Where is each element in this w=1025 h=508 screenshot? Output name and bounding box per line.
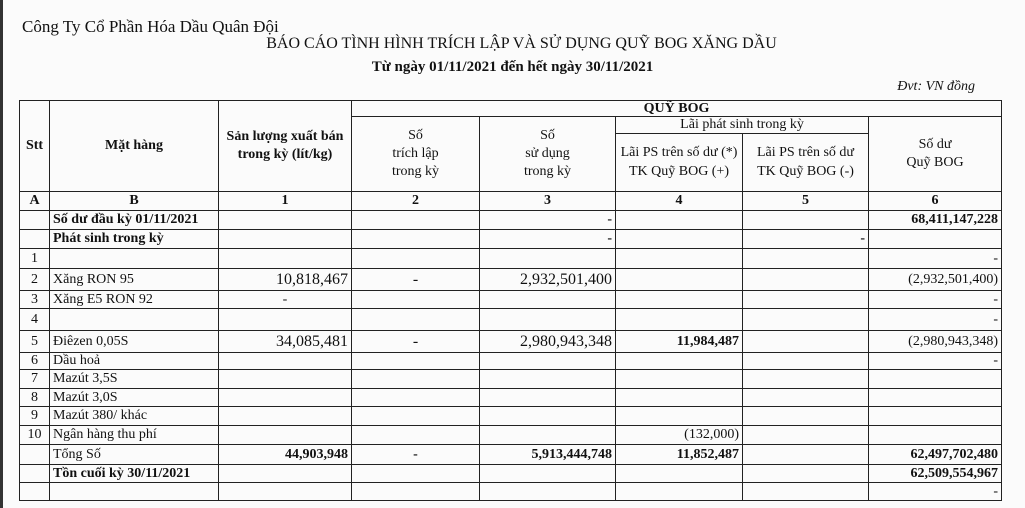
- column-code: A: [20, 192, 50, 211]
- cell-interest-minus: [743, 269, 869, 291]
- cell-item: Dầu hoả: [50, 353, 219, 370]
- cell-interest-plus: [616, 291, 743, 309]
- cell-interest-plus: [616, 353, 743, 370]
- cell-balance: -: [869, 291, 1002, 309]
- cell-interest-plus: (132,000): [616, 426, 743, 445]
- cell-stt: 10: [20, 426, 50, 445]
- cell-interest-minus: [743, 445, 869, 465]
- cell-balance: (2,932,501,400): [869, 269, 1002, 291]
- cell-item: Mazút 3,5S: [50, 370, 219, 389]
- cell-item: Xăng RON 95: [50, 269, 219, 291]
- column-codes-row: [20, 192, 1002, 211]
- table-row: [20, 445, 1002, 465]
- cell-used: 2,932,501,400: [480, 269, 616, 291]
- column-code: 3: [480, 192, 616, 211]
- cell-balance: (2,980,943,348): [869, 331, 1002, 353]
- header-item: Mặt hàng: [50, 101, 219, 192]
- cell-stt: 6: [20, 353, 50, 370]
- cell-stt: [20, 483, 50, 501]
- header-used: Số sử dụng trong kỳ: [480, 117, 616, 192]
- cell-interest-minus: [743, 483, 869, 501]
- cell-interest-plus: [616, 309, 743, 331]
- cell-volume: 44,903,948: [219, 445, 352, 465]
- report-period: Từ ngày 01/11/2021 đến hết ngày 30/11/2021: [371, 59, 654, 75]
- cell-volume: [219, 389, 352, 407]
- column-code: B: [50, 192, 219, 211]
- cell-interest-minus: [743, 426, 869, 445]
- cell-stt: 2: [20, 269, 50, 291]
- table-row: [20, 230, 1002, 249]
- cell-stt: 5: [20, 331, 50, 353]
- cell-used: [480, 370, 616, 389]
- cell-volume: 34,085,481: [219, 331, 352, 353]
- cell-used: -: [480, 211, 616, 230]
- column-code: 6: [869, 192, 1002, 211]
- cell-item: [50, 309, 219, 331]
- cell-item: Ngân hàng thu phí: [50, 426, 219, 445]
- cell-interest-minus: [743, 389, 869, 407]
- cell-appropriated: [352, 353, 480, 370]
- cell-balance: [869, 370, 1002, 389]
- table-row: [20, 309, 1002, 331]
- cell-volume: [219, 370, 352, 389]
- cell-interest-minus: [743, 291, 869, 309]
- cell-appropriated: [352, 465, 480, 483]
- table-row: [20, 353, 1002, 370]
- cell-used: [480, 389, 616, 407]
- cell-appropriated: -: [352, 269, 480, 291]
- bog-fund-table: [19, 100, 1002, 501]
- cell-used: [480, 407, 616, 426]
- header-fund: QUỸ BOG: [352, 101, 1002, 117]
- cell-appropriated: [352, 211, 480, 230]
- cell-volume: [219, 211, 352, 230]
- column-code: 2: [352, 192, 480, 211]
- header-interest-plus: Lãi PS trên số dư (*) TK Quỹ BOG (+): [616, 134, 743, 192]
- cell-volume: [219, 483, 352, 501]
- cell-interest-minus: [743, 331, 869, 353]
- cell-interest-plus: 11,852,487: [616, 445, 743, 465]
- cell-interest-plus: 11,984,487: [616, 331, 743, 353]
- cell-appropriated: -: [352, 445, 480, 465]
- cell-appropriated: [352, 407, 480, 426]
- cell-interest-minus: [743, 370, 869, 389]
- cell-volume: [219, 353, 352, 370]
- cell-used: [480, 291, 616, 309]
- cell-item: Xăng E5 RON 92: [50, 291, 219, 309]
- cell-appropriated: [352, 426, 480, 445]
- cell-appropriated: [352, 291, 480, 309]
- header-appropriated: Số trích lập trong kỳ: [352, 117, 480, 192]
- cell-used: 2,980,943,348: [480, 331, 616, 353]
- cell-interest-plus: [616, 389, 743, 407]
- cell-volume: -: [219, 291, 352, 309]
- table-row: [20, 465, 1002, 483]
- cell-balance: [869, 230, 1002, 249]
- cell-item: Số dư đầu kỳ 01/11/2021: [50, 211, 219, 230]
- table-row: [20, 389, 1002, 407]
- cell-used: -: [480, 230, 616, 249]
- cell-used: [480, 426, 616, 445]
- table-row: [20, 331, 1002, 353]
- table-row: [20, 211, 1002, 230]
- cell-interest-minus: [743, 353, 869, 370]
- cell-interest-minus: [743, 407, 869, 426]
- table-row: [20, 426, 1002, 445]
- cell-interest-minus: [743, 211, 869, 230]
- cell-interest-minus: [743, 309, 869, 331]
- table-row: [20, 249, 1002, 269]
- cell-used: 5,913,444,748: [480, 445, 616, 465]
- cell-stt: 1: [20, 249, 50, 269]
- cell-volume: [219, 309, 352, 331]
- cell-interest-plus: [616, 249, 743, 269]
- cell-stt: 7: [20, 370, 50, 389]
- cell-interest-plus: [616, 370, 743, 389]
- cell-appropriated: [352, 389, 480, 407]
- cell-appropriated: [352, 230, 480, 249]
- table-row: [20, 269, 1002, 291]
- cell-volume: [219, 426, 352, 445]
- header-interest-group: Lãi phát sinh trong kỳ: [616, 117, 869, 134]
- cell-used: [480, 249, 616, 269]
- cell-stt: [20, 445, 50, 465]
- table-row: [20, 370, 1002, 389]
- cell-item: Tồn cuối kỳ 30/11/2021: [50, 465, 219, 483]
- cell-used: [480, 483, 616, 501]
- cell-interest-plus: [616, 211, 743, 230]
- cell-volume: [219, 230, 352, 249]
- header-balance: Số dư Quỹ BOG: [869, 117, 1002, 192]
- cell-interest-minus: [743, 465, 869, 483]
- cell-stt: [20, 230, 50, 249]
- report-title: BÁO CÁO TÌNH HÌNH TRÍCH LẬP VÀ SỬ DỤNG QUỸ BOG XĂNG DẦU: [266, 35, 777, 52]
- header-stt: Stt: [20, 101, 50, 192]
- page-edge: [0, 0, 3, 508]
- cell-appropriated: -: [352, 331, 480, 353]
- cell-item: Mazút 3,0S: [50, 389, 219, 407]
- cell-stt: 4: [20, 309, 50, 331]
- cell-stt: 8: [20, 389, 50, 407]
- cell-item: Mazút 380/ khác: [50, 407, 219, 426]
- cell-appropriated: [352, 483, 480, 501]
- column-code: 5: [743, 192, 869, 211]
- header-volume: Sản lượng xuất bán trong kỳ (lít/kg): [219, 101, 352, 192]
- cell-volume: [219, 407, 352, 426]
- cell-volume: [219, 465, 352, 483]
- table-row: [20, 407, 1002, 426]
- cell-item: [50, 249, 219, 269]
- cell-stt: 3: [20, 291, 50, 309]
- cell-volume: 10,818,467: [219, 269, 352, 291]
- cell-interest-plus: [616, 269, 743, 291]
- cell-interest-plus: [616, 483, 743, 501]
- cell-item: Điêzen 0,05S: [50, 331, 219, 353]
- cell-balance: 62,497,702,480: [869, 445, 1002, 465]
- cell-balance: [869, 426, 1002, 445]
- cell-balance: -: [869, 249, 1002, 269]
- cell-interest-minus: [743, 249, 869, 269]
- cell-stt: [20, 465, 50, 483]
- column-code: 1: [219, 192, 352, 211]
- cell-balance: 62,509,554,967: [869, 465, 1002, 483]
- header-interest-minus: Lãi PS trên số dư TK Quỹ BOG (-): [743, 134, 869, 192]
- cell-appropriated: [352, 309, 480, 331]
- cell-interest-minus: -: [743, 230, 869, 249]
- cell-item: [50, 483, 219, 501]
- cell-balance: -: [869, 353, 1002, 370]
- cell-balance: [869, 407, 1002, 426]
- cell-balance: 68,411,147,228: [869, 211, 1002, 230]
- cell-used: [480, 353, 616, 370]
- cell-appropriated: [352, 249, 480, 269]
- cell-appropriated: [352, 370, 480, 389]
- cell-balance: -: [869, 309, 1002, 331]
- table-row: [20, 483, 1002, 501]
- cell-used: [480, 309, 616, 331]
- cell-interest-plus: [616, 230, 743, 249]
- cell-item: Tổng Số: [50, 445, 219, 465]
- cell-balance: -: [869, 483, 1002, 501]
- cell-stt: 9: [20, 407, 50, 426]
- cell-used: [480, 465, 616, 483]
- cell-interest-plus: [616, 465, 743, 483]
- cell-balance: [869, 389, 1002, 407]
- cell-interest-plus: [616, 407, 743, 426]
- currency-unit: Đvt: VN đồng: [897, 79, 975, 94]
- cell-volume: [219, 249, 352, 269]
- cell-stt: [20, 211, 50, 230]
- table-row: [20, 291, 1002, 309]
- column-code: 4: [616, 192, 743, 211]
- company-name: Công Ty Cổ Phần Hóa Dầu Quân Đội: [22, 17, 279, 36]
- cell-item: Phát sinh trong kỳ: [50, 230, 219, 249]
